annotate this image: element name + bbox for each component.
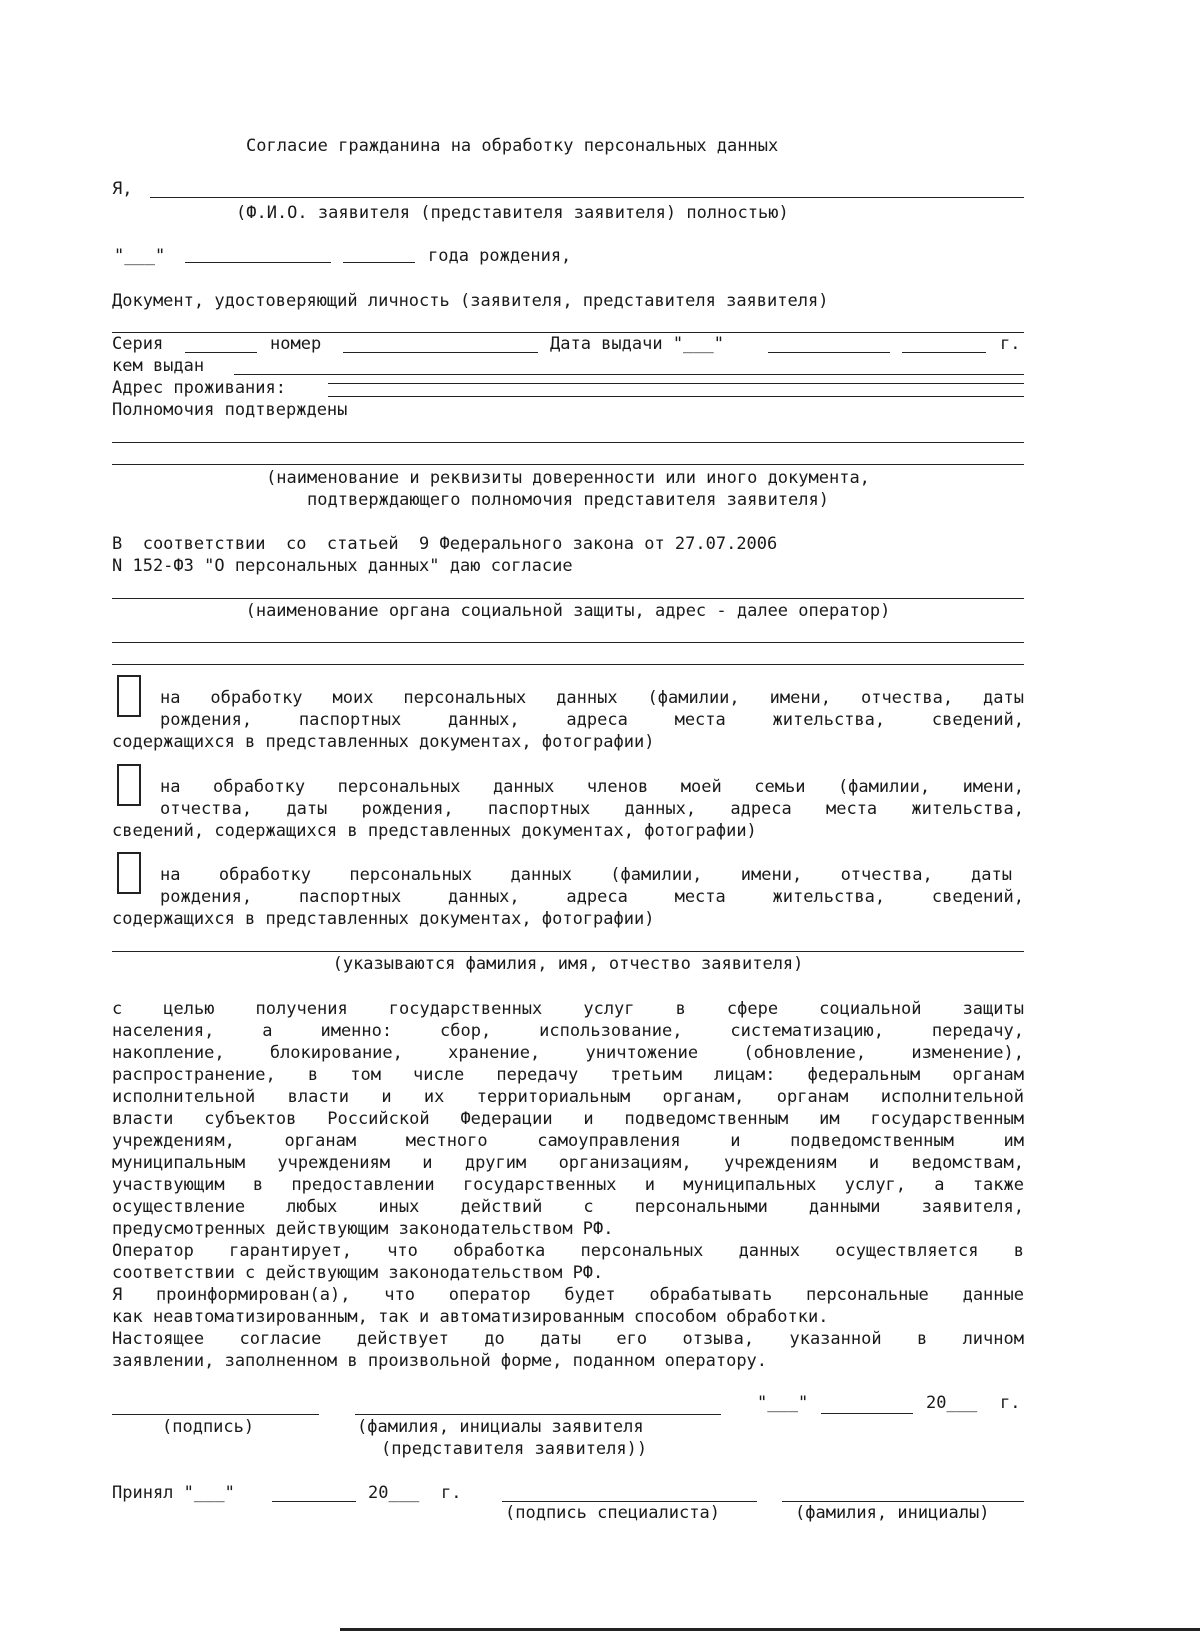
option-family-line-2: отчества, даты рождения, паспортных данных, адреса места жительства,	[160, 799, 1024, 819]
body-line: с целью получения государственных услуг в сфере социальной защиты	[112, 999, 1024, 1019]
informed-line: Я проинформирован(а), что оператор будет обрабатывать персональные данные	[112, 1285, 1024, 1305]
sign-date-month-line[interactable]	[821, 1413, 913, 1414]
accepted-year-mark: г.	[441, 1483, 462, 1503]
sign-date-year: 20___	[926, 1393, 978, 1413]
accepted-year: 20___	[368, 1483, 420, 1503]
option-own-line-1: на обработку моих персональных данных (фамилии, имени, отчества, даты	[160, 688, 1024, 708]
option-other-line-1: на обработку персональных данных (фамилии, имени, отчества, даты	[160, 865, 1012, 885]
operator-line-1[interactable]	[112, 598, 1024, 599]
body-line: накопление, блокирование, хранение, уничтожение (обновление, изменение),	[112, 1043, 1024, 1063]
specialist-name-line[interactable]	[782, 1501, 1024, 1502]
issue-year-mark: г.	[1000, 334, 1021, 354]
number-label: номер	[270, 334, 322, 354]
address-label: Адрес проживания:	[112, 378, 286, 398]
specialist-signature-line[interactable]	[502, 1501, 757, 1502]
operator-line-3[interactable]	[112, 664, 1024, 665]
body-line: распространение, в том числе передачу третьим лицам: федеральным органам	[112, 1065, 1024, 1085]
body-line: населения, а именно: сбор, использование, систематизацию, передачу,	[112, 1021, 1024, 1041]
validity-tail: заявлении, заполненном в произвольной форме, поданном оператору.	[112, 1351, 768, 1371]
issued-by-label: кем выдан	[112, 356, 205, 376]
series-line[interactable]	[185, 352, 257, 353]
id-doc-label: Документ, удостоверяющий личность (заявителя, представителя заявителя)	[112, 291, 829, 311]
issued-by-line[interactable]	[234, 374, 1024, 375]
option-own-line-3: содержащихся в представленных документах, фотографии)	[112, 732, 655, 752]
body-line: муниципальным учреждениям и другим организациям, учреждениям и ведомствам,	[112, 1153, 1024, 1173]
birth-suffix: года рождения,	[428, 246, 572, 266]
body-line: осуществление любых иных действий с персональными данными заявителя,	[112, 1197, 1024, 1217]
body-line: исполнительной власти и их территориальным органам, органам исполнительной	[112, 1087, 1024, 1107]
authority-line-2[interactable]	[112, 464, 1024, 465]
option-other-line-2: рождения, паспортных данных, адреса места жительства, сведений,	[160, 887, 1024, 907]
authority-caption-1: (наименование и реквизиты доверенности или иного документа,	[266, 468, 870, 488]
applicant-name-line[interactable]	[112, 951, 1024, 952]
initials-caption-1: (фамилия, инициалы заявителя	[357, 1417, 644, 1437]
address-line-2[interactable]	[328, 396, 1024, 397]
operator-line-2[interactable]	[112, 642, 1024, 643]
authority-caption-2: подтверждающего полномочия представителя заявителя)	[307, 490, 829, 510]
validity-line: Настоящее согласие действует до даты его отзыва, указанной в личном	[112, 1329, 1024, 1349]
birth-month-line[interactable]	[185, 262, 331, 263]
number-line[interactable]	[343, 352, 538, 353]
series-label: Серия	[112, 334, 164, 354]
birth-year-line[interactable]	[343, 262, 415, 263]
checkbox-own-data[interactable]	[117, 675, 141, 717]
birth-day-quote: "___"	[114, 246, 166, 266]
issue-date-label: Дата выдачи "___"	[550, 334, 724, 354]
page-title: Согласие гражданина на обработку персональных данных	[246, 136, 779, 156]
specialist-name-caption: (фамилия, инициалы)	[795, 1503, 990, 1523]
body-line: учреждениям, органам местного самоуправления и подведомственным им	[112, 1131, 1024, 1151]
checkbox-other-data[interactable]	[117, 852, 141, 894]
accepted-label: Принял "___"	[112, 1483, 235, 1503]
signature-caption: (подпись)	[162, 1417, 255, 1437]
fio-line[interactable]	[150, 197, 1024, 198]
scan-edge	[340, 1628, 1200, 1631]
accepted-month-line[interactable]	[272, 1501, 356, 1502]
checkbox-family-data[interactable]	[117, 764, 141, 806]
option-family-line-1: на обработку персональных данных членов моей семьи (фамилии, имени,	[160, 777, 1024, 797]
specialist-signature-caption: (подпись специалиста)	[505, 1503, 720, 1523]
informed-tail: как неавтоматизированным, так и автоматизированным способом обработки.	[112, 1307, 829, 1327]
option-family-line-3: сведений, содержащихся в представленных документах, фотографии)	[112, 821, 757, 841]
option-own-line-2: рождения, паспортных данных, адреса места жительства, сведений,	[160, 710, 1024, 730]
issue-year-line[interactable]	[902, 352, 986, 353]
operator-guarantee-line: Оператор гарантирует, что обработка персональных данных осуществляется в	[112, 1241, 1024, 1261]
option-other-line-3: содержащихся в представленных документах, фотографии)	[112, 909, 655, 929]
applicant-name-caption: (указываются фамилия, имя, отчество заявителя)	[332, 954, 804, 974]
operator-caption: (наименование органа социальной защиты, адрес - далее оператор)	[245, 601, 891, 621]
body-line: предусмотренных действующим законодательством РФ.	[112, 1219, 614, 1239]
id-doc-line[interactable]	[112, 332, 1024, 333]
body-line: участвующим в предоставлении государственных и муниципальных услуг, а также	[112, 1175, 1024, 1195]
authority-line-1[interactable]	[112, 442, 1024, 443]
fio-caption: (Ф.И.О. заявителя (представителя заявителя) полностью)	[236, 203, 789, 223]
body-line: власти субъектов Российской Федерации и подведомственным им государственным	[112, 1109, 1024, 1129]
applicant-initials-line[interactable]	[355, 1414, 721, 1415]
issue-month-line[interactable]	[768, 352, 890, 353]
operator-guarantee-tail: соответствии с действующим законодательством РФ.	[112, 1263, 604, 1283]
ya-label: Я,	[112, 179, 133, 199]
address-line-1[interactable]	[328, 383, 1024, 384]
authority-label: Полномочия подтверждены	[112, 400, 348, 420]
signature-line[interactable]	[112, 1414, 319, 1415]
sign-date-year-mark: г.	[1000, 1393, 1021, 1413]
law-line-2: N 152-ФЗ "О персональных данных" даю согласие	[112, 556, 573, 576]
initials-caption-2: (представителя заявителя))	[381, 1439, 648, 1459]
sign-date-quote: "___"	[757, 1393, 809, 1413]
law-line-1: В соответствии со статьей 9 Федерального закона от 27.07.2006	[112, 534, 778, 554]
